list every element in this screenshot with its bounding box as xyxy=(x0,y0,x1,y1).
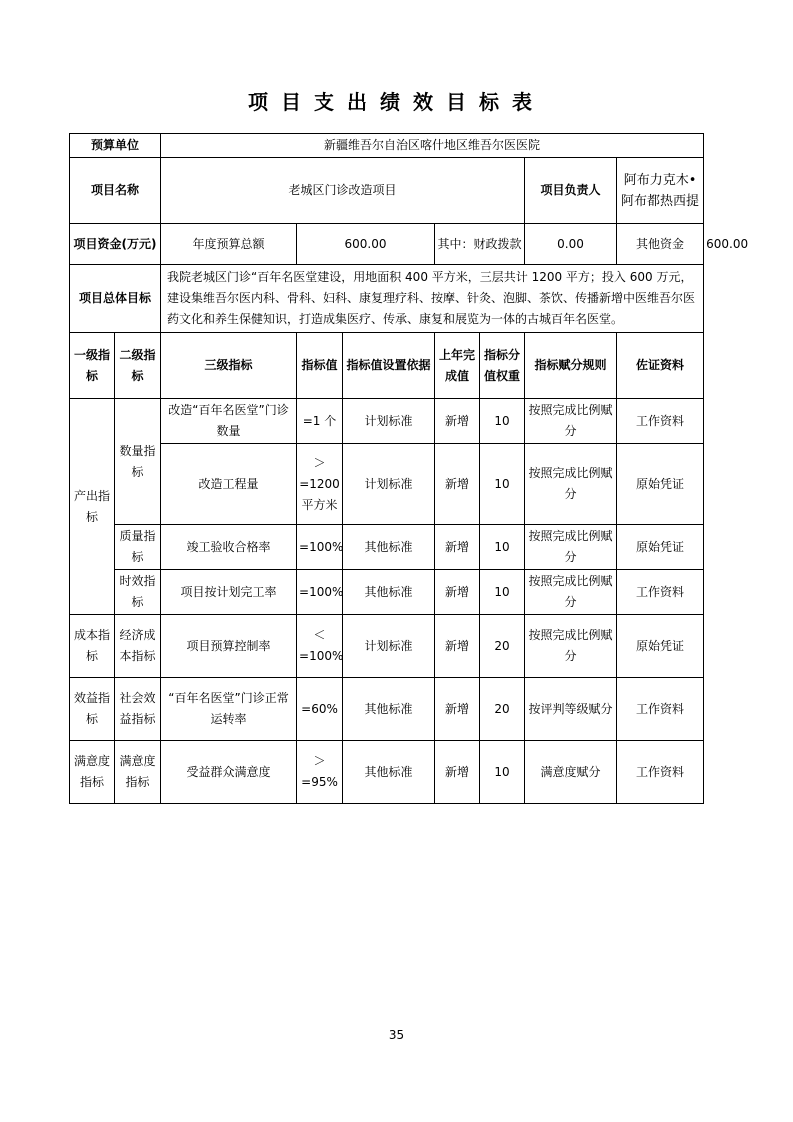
fiscal-label: 其中：财政拨款 xyxy=(435,224,525,265)
last-year-cell: 新增 xyxy=(435,399,480,444)
col-last-year: 上年完成值 xyxy=(435,333,480,399)
last-year-cell: 新增 xyxy=(435,741,480,804)
rule-cell: 满意度赋分 xyxy=(525,741,617,804)
level1-output: 产出指标 xyxy=(70,399,115,615)
table-row xyxy=(70,570,704,615)
table-row xyxy=(70,615,704,678)
level2-econ-cost: 经济成本指标 xyxy=(115,615,161,678)
rule-cell: 按照完成比例赋分 xyxy=(525,615,617,678)
col-level2: 二级指标 xyxy=(115,333,161,399)
col-rule: 指标赋分规则 xyxy=(525,333,617,399)
weight-cell: 20 xyxy=(480,678,525,741)
rule-cell: 按照完成比例赋分 xyxy=(525,525,617,570)
indicator-cell: 受益群众满意度 xyxy=(161,741,297,804)
col-evidence: 佐证资料 xyxy=(617,333,704,399)
value-cell: =60% xyxy=(297,678,343,741)
weight-cell: 10 xyxy=(480,525,525,570)
level2-quantity: 数量指标 xyxy=(115,399,161,525)
value-cell: =1 个 xyxy=(297,399,343,444)
evidence-cell: 工作资料 xyxy=(617,399,704,444)
table-row xyxy=(70,741,704,804)
basis-cell: 其他标准 xyxy=(343,570,435,615)
fund-label: 项目资金(万元) xyxy=(70,224,161,265)
col-basis: 指标值设置依据 xyxy=(343,333,435,399)
basis-cell: 其他标准 xyxy=(343,741,435,804)
level1-satisfaction: 满意度指标 xyxy=(70,741,115,804)
last-year-cell: 新增 xyxy=(435,678,480,741)
last-year-cell: 新增 xyxy=(435,615,480,678)
rule-cell: 按评判等级赋分 xyxy=(525,678,617,741)
basis-cell: 计划标准 xyxy=(343,444,435,525)
indicator-cell: 项目预算控制率 xyxy=(161,615,297,678)
basis-cell: 其他标准 xyxy=(343,525,435,570)
table-row xyxy=(70,678,704,741)
leader-label: 项目负责人 xyxy=(525,158,617,224)
indicator-cell: 竣工验收合格率 xyxy=(161,525,297,570)
rule-cell: 按照完成比例赋分 xyxy=(525,444,617,525)
unit-value: 新疆维吾尔自治区喀什地区维吾尔医医院 xyxy=(161,134,704,158)
last-year-cell: 新增 xyxy=(435,570,480,615)
table-row xyxy=(70,525,704,570)
value-cell: ＞=95% xyxy=(297,741,343,804)
project-name-value: 老城区门诊改造项目 xyxy=(161,158,525,224)
level1-benefit: 效益指标 xyxy=(70,678,115,741)
evidence-cell: 原始凭证 xyxy=(617,444,704,525)
col-weight: 指标分值权重 xyxy=(480,333,525,399)
other-fund-label: 其他资金 xyxy=(617,224,704,265)
level2-social: 社会效益指标 xyxy=(115,678,161,741)
last-year-cell: 新增 xyxy=(435,525,480,570)
col-level3: 三级指标 xyxy=(161,333,297,399)
col-level1: 一级指标 xyxy=(70,333,115,399)
rule-cell: 按照完成比例赋分 xyxy=(525,399,617,444)
goal-text: 我院老城区门诊“百年名医堂建设，用地面积 400 平方米，三层共计 1200 平方；投入 600 万元，建设集维吾尔医内科、骨科、妇科、康复理疗科、按摩、针灸、泡脚、茶饮、传播新增中医维吾尔医药文化和养生保健知识，打造成集医疗、传承、康复和展览为一体的古城百年名医堂。 xyxy=(161,265,704,333)
evidence-cell: 原始凭证 xyxy=(617,615,704,678)
indicator-cell: 改造工程量 xyxy=(161,444,297,525)
annual-budget-label: 年度预算总额 xyxy=(161,224,297,265)
last-year-cell: 新增 xyxy=(435,444,480,525)
goal-label: 项目总体目标 xyxy=(70,265,161,333)
leader-value: 阿布力克木•阿布都热西提 xyxy=(617,158,704,224)
level2-satisfaction: 满意度指标 xyxy=(115,741,161,804)
evidence-cell: 工作资料 xyxy=(617,678,704,741)
value-cell: ＞=1200平方米 xyxy=(297,444,343,525)
weight-cell: 10 xyxy=(480,741,525,804)
basis-cell: 计划标准 xyxy=(343,399,435,444)
annual-budget-value: 600.00 xyxy=(297,224,435,265)
table-row xyxy=(70,399,704,444)
level2-quality: 质量指标 xyxy=(115,525,161,570)
weight-cell: 10 xyxy=(480,399,525,444)
indicator-cell: “百年名医堂”门诊正常运转率 xyxy=(161,678,297,741)
col-value: 指标值 xyxy=(297,333,343,399)
value-cell: =100% xyxy=(297,570,343,615)
level1-cost: 成本指标 xyxy=(70,615,115,678)
project-name-label: 项目名称 xyxy=(70,158,161,224)
evidence-cell: 工作资料 xyxy=(617,570,704,615)
weight-cell: 20 xyxy=(480,615,525,678)
evidence-cell: 原始凭证 xyxy=(617,525,704,570)
level2-timeliness: 时效指标 xyxy=(115,570,161,615)
page-number: 35 xyxy=(388,1028,405,1042)
basis-cell: 其他标准 xyxy=(343,678,435,741)
unit-label: 预算单位 xyxy=(70,134,161,158)
basis-cell: 计划标准 xyxy=(343,615,435,678)
performance-table: 预算单位 新疆维吾尔自治区喀什地区维吾尔医医院 项目名称 老城区门诊改造项目 项目负责人 阿布力克木•阿布都热西提 项目资金(万元) 年度预算总额 600.00 其中：财政拨款 0.00 其他资金 600.00 项目总体目标 我院老城区门诊“百年名医堂建设，用地面积 400 平方米，三层共计 1200 平方；投入 600 万元，建设集维吾尔医内科、骨科、妇科、康复理疗科、按摩、针灸、泡脚、茶饮、传播新增中医维吾尔医药文化和养生保健知识，打造成集医疗、传承、康复和展览为一体的古城百年名医堂。 一级指标 二级指标 三级指标 指标值 指标值设置依据 上年完成值 指标分值权重 指标赋分规则 佐证资料 产出指标 数量指标 改造“百年名医堂”门诊数量 =1 个 计划标准 新增 10 按照完成比例赋分 工作资料 改造工程量 ＞=1200平方米 计划标准 新增 10 按照完成比例赋分 原始凭证 质量指标 竣工验收合格率 =100% 其他标准 新增 10 按照完成比例赋分 原始凭证 时效指标 项目按计划完工率 =100% 其他标准 新增 10 按照完成比例赋分 工作资料 成本指标 经济成本指标 项目预算控制率 ＜=100% 计划标准 新增 20 按照完成比例赋分 原始凭证 效益指标 社会效益指标 “百年名医堂”门诊正常运转率 =60% 其他标准 新增 20 按评判等级赋分 工作资料 满意度指标 满意度指标 受益群众满意度 ＞=95% 其他标准 新增 10 满意度赋分 工作资料 xyxy=(69,133,704,804)
value-cell: ＜=100% xyxy=(297,615,343,678)
weight-cell: 10 xyxy=(480,444,525,525)
weight-cell: 10 xyxy=(480,570,525,615)
indicator-cell: 项目按计划完工率 xyxy=(161,570,297,615)
indicator-cell: 改造“百年名医堂”门诊数量 xyxy=(161,399,297,444)
page-title: 项目支出绩效目标表 xyxy=(248,90,545,114)
table-row xyxy=(70,444,704,525)
value-cell: =100% xyxy=(297,525,343,570)
fiscal-value: 0.00 xyxy=(525,224,617,265)
rule-cell: 按照完成比例赋分 xyxy=(525,570,617,615)
evidence-cell: 工作资料 xyxy=(617,741,704,804)
